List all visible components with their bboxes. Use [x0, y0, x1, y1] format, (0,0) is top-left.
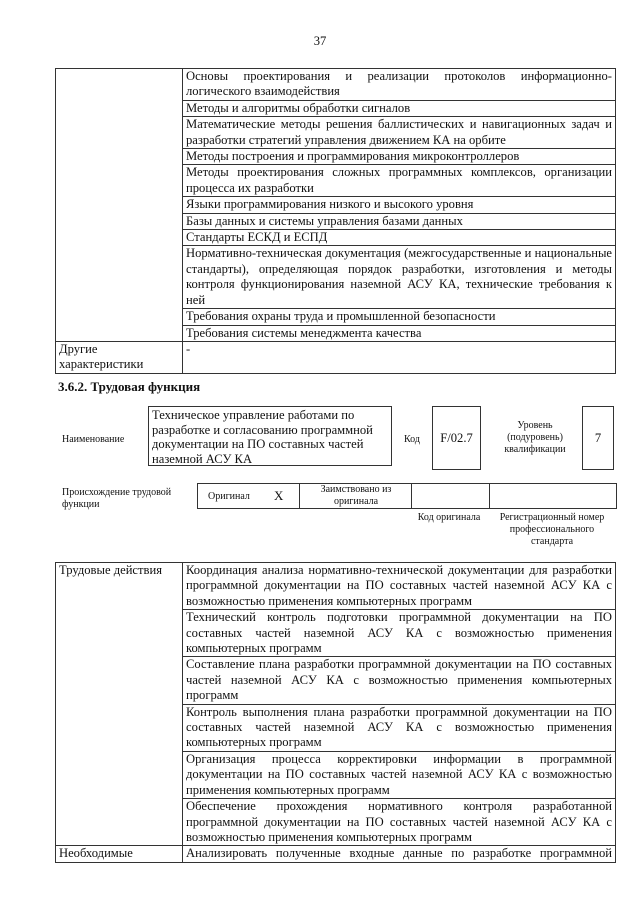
- table-row: [56, 846, 616, 862]
- action-item: Организация процесса корректировки информации в программной документации на ПО составных частей наземной АСУ КА с возможностью применения компьютерных программ: [183, 751, 616, 798]
- action-item: Координация анализа нормативно-технической документации для разработки программной документации на ПО составных частей наземной АСУ КА с возможностью применения компьютерных программ: [183, 563, 616, 610]
- table-row: [56, 341, 616, 373]
- origin-label: Происхождение трудовой функции: [62, 487, 172, 510]
- action-item: Контроль выполнения плана разработки программной документации на ПО составных частей наземной АСУ КА с возможностью применения компьютерных программ: [183, 704, 616, 751]
- action-item: Обеспечение прохождения нормативного контроля разработанной программной документации на ПО составных частей наземной АСУ КА с возможностью применения компьютерных программ: [183, 799, 616, 846]
- row-label-cell: [56, 69, 183, 342]
- table-row: [56, 69, 616, 101]
- borrowed-label: Заимствовано из оригинала: [320, 484, 392, 507]
- knowledge-item: Основы проектирования и реализации протоколов информационно-логического взаимодействия: [183, 69, 616, 101]
- qualification-level: 7: [582, 406, 614, 470]
- knowledge-item: Методы проектирования сложных программных комплексов, организации процесса их разработки: [183, 165, 616, 197]
- knowledge-item: Методы и алгоритмы обработки сигналов: [183, 100, 616, 116]
- action-item: Технический контроль подготовки программной документации на ПО составных частей наземной АСУ КА с возможностью применения компьютерных программ: [183, 610, 616, 657]
- actions-label: Трудовые действия: [56, 563, 183, 846]
- knowledge-item: Требования охраны труда и промышленной безопасности: [183, 309, 616, 325]
- original-label: Оригинал: [208, 491, 250, 502]
- code-label: Код: [404, 434, 420, 445]
- function-code: F/02.7: [432, 406, 481, 470]
- knowledge-item: Нормативно-техническая документация (межгосударственные и национальные стандарты), определяющая порядок разработки, изготовления и методы контроля функционирования наземной АСУ КА, технические требования к ней: [183, 246, 616, 309]
- skills-label: Необходимые: [56, 846, 183, 862]
- origin-code-caption: Код оригинала: [417, 512, 481, 523]
- section-heading: 3.6.2. Трудовая функция: [58, 379, 201, 394]
- knowledge-item: Языки программирования низкого и высокого уровня: [183, 197, 616, 213]
- page-number: 37: [313, 34, 327, 48]
- table-row: [56, 563, 616, 610]
- knowledge-item: Математические методы решения баллистических и навигационных задач и разработки стратегий управления движением КА на орбите: [183, 117, 616, 149]
- skill-item: Анализировать полученные входные данные по разработке программной: [183, 846, 616, 862]
- knowledge-table: [55, 68, 616, 374]
- reg-number-caption: Регистрационный номер профессионального стандарта: [499, 512, 605, 547]
- action-item: Составление плана разработки программной документации на ПО составных частей наземной АСУ КА с возможностью применения компьютерных программ: [183, 657, 616, 704]
- knowledge-item: Стандарты ЕСКД и ЕСПД: [183, 230, 616, 246]
- other-label: Другие характеристики: [56, 341, 183, 373]
- function-name: Техническое управление работами по разработке и согласованию программной документации на ПО составных частей наземной АСУ КА: [148, 406, 392, 466]
- original-mark: X: [274, 488, 284, 503]
- actions-table: [55, 562, 616, 863]
- origin-table: [197, 483, 617, 509]
- name-label: Наименование: [62, 434, 125, 445]
- knowledge-item: Требования системы менеджмента качества: [183, 325, 616, 341]
- knowledge-item: Методы построения и программирования микроконтроллеров: [183, 149, 616, 165]
- knowledge-item: Базы данных и системы управления базами данных: [183, 213, 616, 229]
- other-value: -: [183, 341, 616, 373]
- level-label: Уровень (подуровень) квалификации: [504, 420, 566, 455]
